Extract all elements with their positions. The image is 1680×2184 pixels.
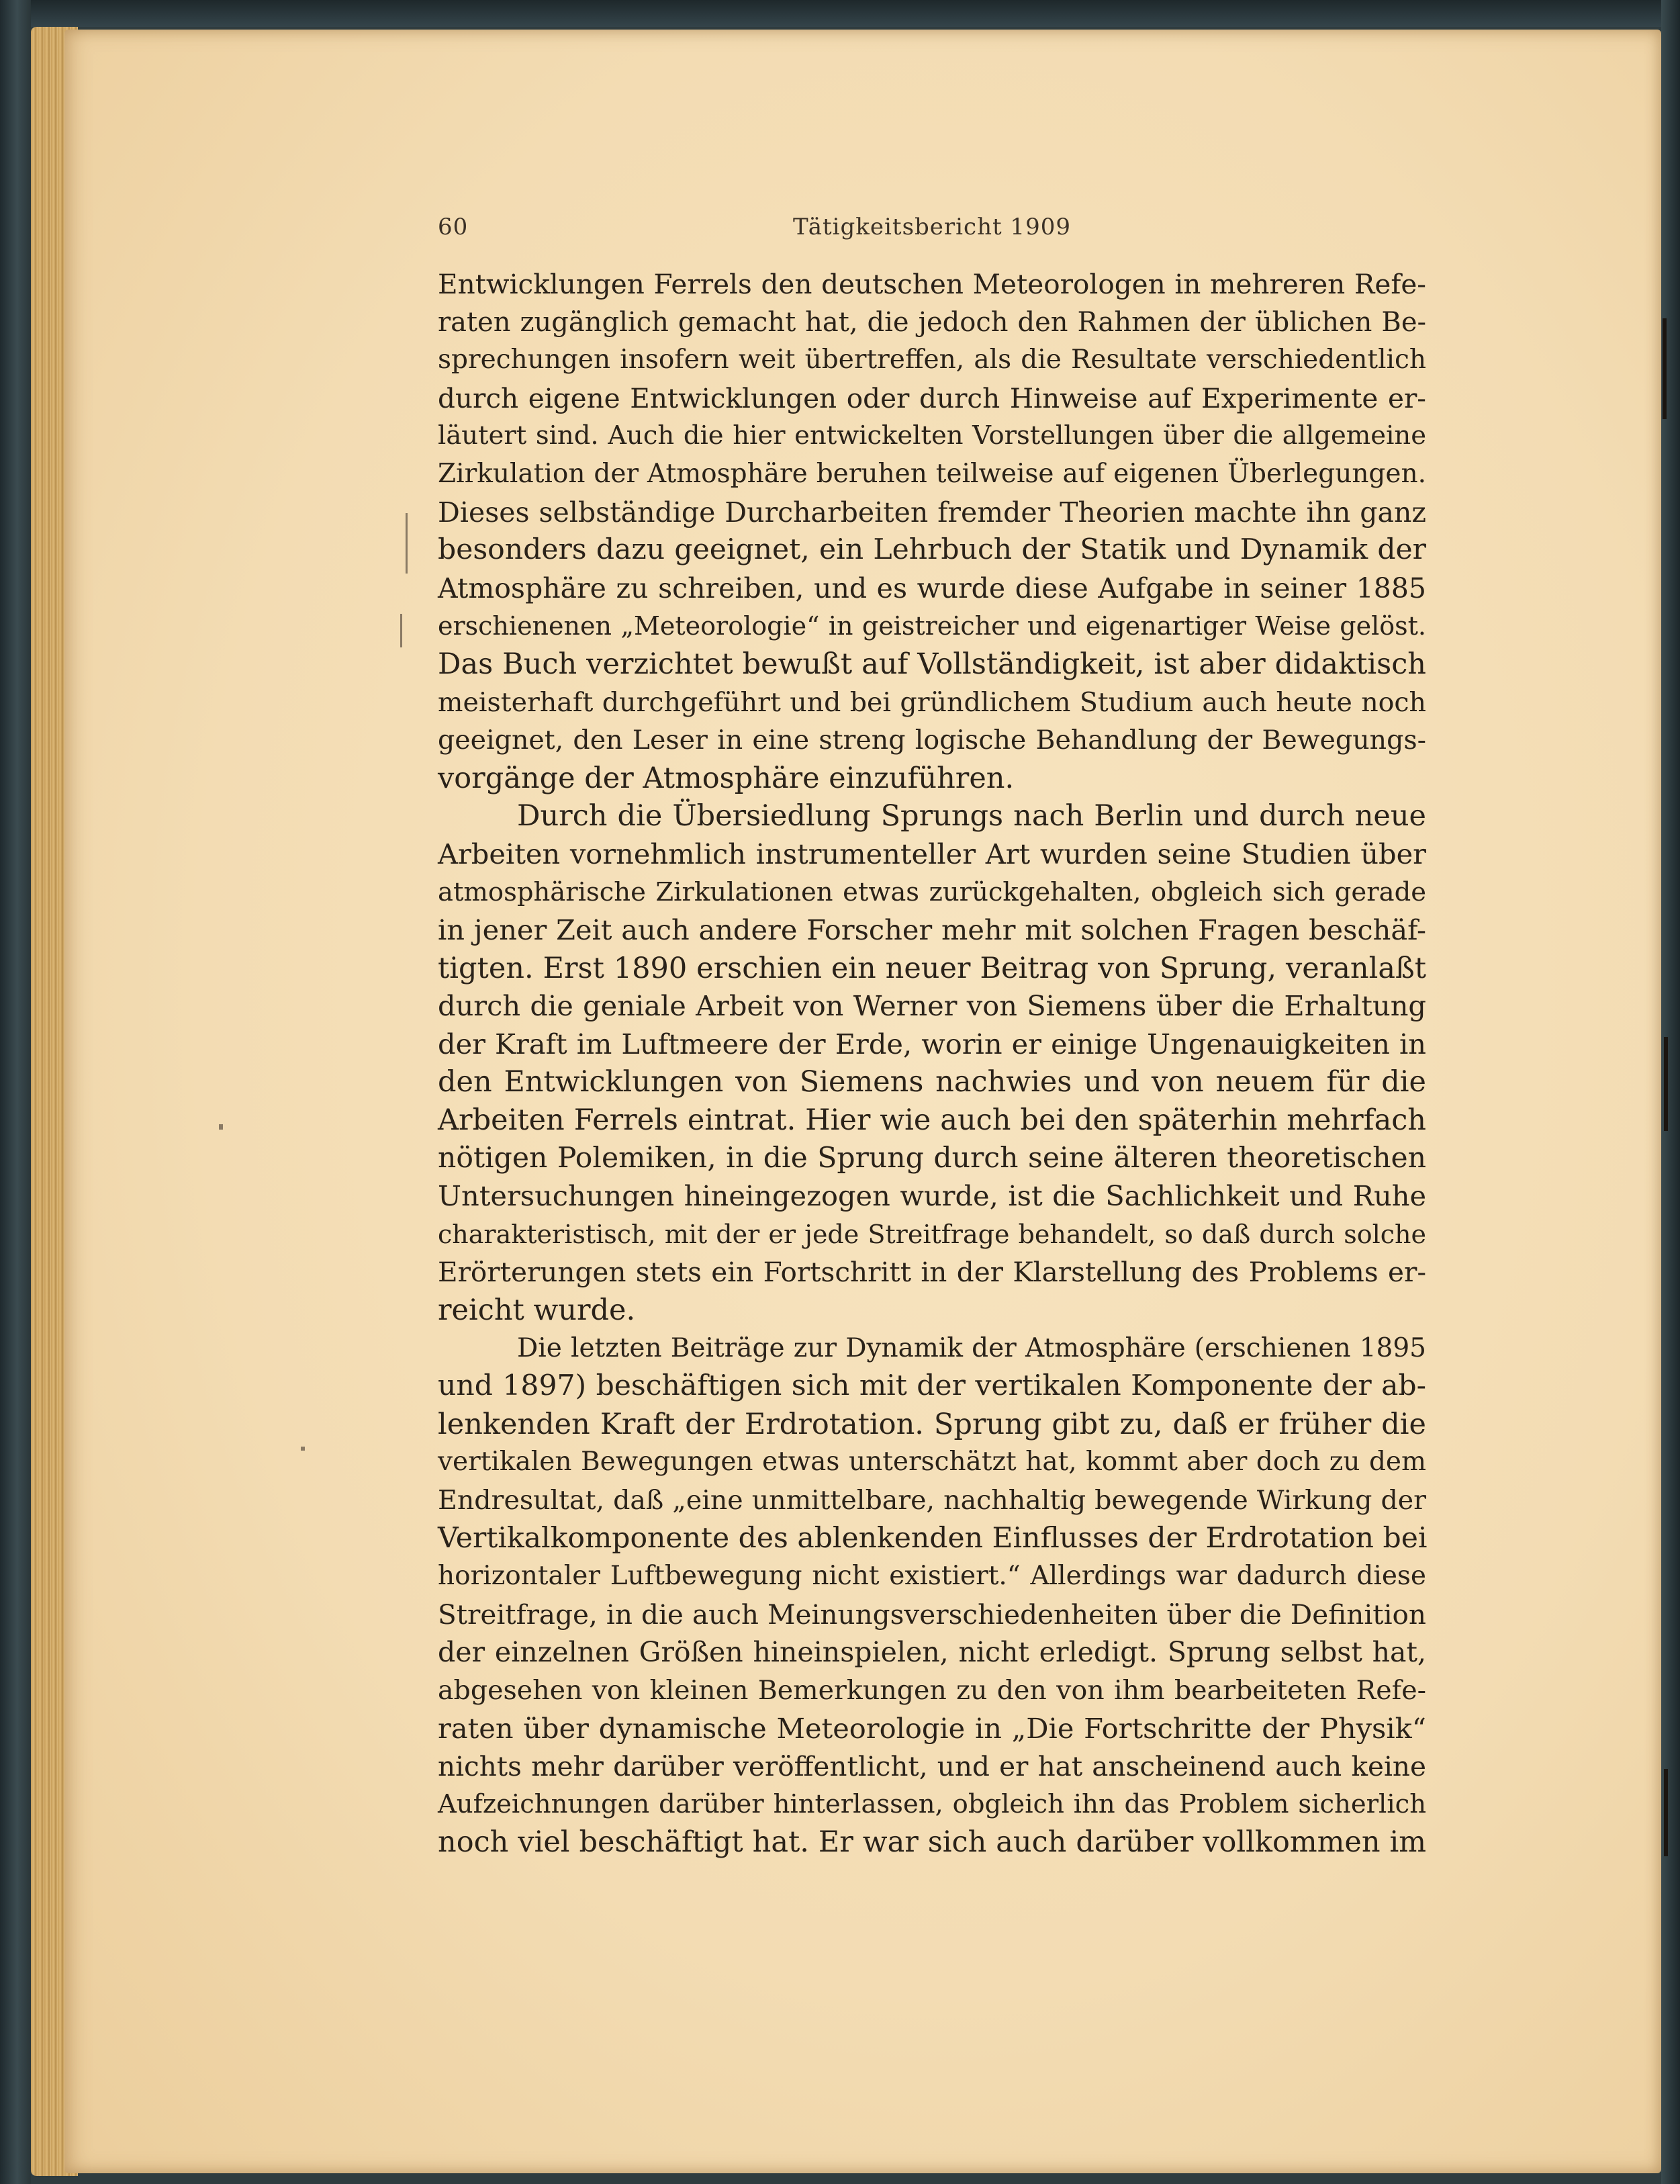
text-line: Endresultat, daß „eine unmittelbare, nachhaltig bewegende Wirkung der	[438, 1485, 1426, 1516]
margin-mark	[1664, 1037, 1668, 1131]
paragraph	[438, 265, 1426, 797]
text-line: Untersuchungen hineingezogen wurde, ist die Sachlichkeit und Ruhe	[438, 1179, 1426, 1213]
text-line: sprechungen insofern weit übertreffen, als die Resultate verschiedentlich	[438, 345, 1426, 375]
text-line: geeignet, den Leser in eine streng logische Behandlung der Bewegungs-	[438, 725, 1426, 756]
text-line: durch die geniale Arbeit von Werner von Siemens über die Erhaltung	[438, 989, 1426, 1023]
text-line: Entwicklungen Ferrels den deutschen Meteorologen in mehreren Refe-	[438, 268, 1426, 300]
text-line: durch eigene Entwicklungen oder durch Hinweise auf Experimente er-	[438, 381, 1426, 414]
pencil-mark	[400, 614, 402, 647]
text-line: der Kraft im Luftmeere der Erde, worin er einige Ungenauigkeiten in	[438, 1027, 1426, 1060]
text-line: horizontaler Luftbewegung nicht existiert.“ Allerdings war dadurch diese	[438, 1561, 1426, 1592]
text-line: und 1897) beschäftigen sich mit der vertikalen Komponente der ab-	[438, 1369, 1426, 1403]
text-line: erschienenen „Meteorologie“ in geistreicher und eigenartiger Weise gelöst.	[438, 611, 1426, 641]
text-line: Streitfrage, in die auch Meinungsverschiedenheiten über die Definition	[438, 1598, 1426, 1631]
pencil-mark	[406, 513, 408, 574]
margin-mark	[1664, 1769, 1668, 1856]
book-cover-left	[0, 0, 31, 2184]
page-header	[438, 214, 1426, 247]
text-line: Durch die Übersiedlung Sprungs nach Berlin und durch neue	[517, 799, 1426, 833]
text-line: abgesehen von kleinen Bemerkungen zu den von ihm bearbeiteten Refe-	[438, 1674, 1426, 1706]
text-line: Erörterungen stets ein Fortschritt in der Klarstellung des Problems er-	[438, 1256, 1426, 1289]
text-line: nichts mehr darüber veröffentlicht, und er hat anscheinend auch keine	[438, 1750, 1426, 1783]
running-head: Tätigkeitsbericht 1909	[793, 214, 1071, 240]
text-line: lenkenden Kraft der Erdrotation. Sprung gibt zu, daß er früher die	[438, 1407, 1426, 1441]
text-line: in jener Zeit auch andere Forscher mehr mit solchen Fragen beschäf-	[438, 913, 1426, 947]
ink-dot	[301, 1447, 305, 1451]
text-line: atmosphärische Zirkulationen etwas zurückgehalten, obgleich sich gerade	[438, 876, 1426, 907]
text-line: Die letzten Beiträge zur Dynamik der Atmosphäre (erschienen 1895	[517, 1332, 1426, 1363]
text-line: besonders dazu geeignet, ein Lehrbuch der Statik und Dynamik der	[438, 533, 1426, 567]
text-line: läutert sind. Auch die hier entwickelten Vorstellungen über die allgemeine	[438, 420, 1426, 451]
text-line: reicht wurde.	[438, 1293, 636, 1328]
text-line: meisterhaft durchgeführt und bei gründlichem Studium auch heute noch	[438, 686, 1426, 718]
text-line: Aufzeichnungen darüber hinterlassen, obgleich ihn das Problem sicherlich	[438, 1788, 1426, 1819]
text-line: noch viel beschäftigt hat. Er war sich auch darüber vollkommen im	[438, 1825, 1426, 1860]
text-line: der einzelnen Größen hineinspielen, nicht erledigt. Sprung selbst hat,	[438, 1636, 1426, 1669]
text-line: Arbeiten Ferrels eintrat. Hier wie auch bei den späterhin mehrfach	[438, 1103, 1426, 1138]
text-line: vertikalen Bewegungen etwas unterschätzt hat, kommt aber doch zu dem	[438, 1447, 1426, 1477]
text-line: nötigen Polemiken, in die Sprung durch seine älteren theoretischen	[438, 1141, 1426, 1175]
text-line: Vertikalkomponente des ablenkenden Einflusses der Erdrotation bei	[438, 1521, 1428, 1555]
paragraph	[438, 1330, 1426, 1862]
text-line: Dieses selbständige Durcharbeiten fremder Theorien machte ihn ganz	[438, 496, 1426, 529]
text-line: Zirkulation der Atmosphäre beruhen teilweise auf eigenen Überlegungen.	[438, 458, 1426, 489]
text-line: Atmosphäre zu schreiben, und es wurde diese Aufgabe in seiner 1885	[438, 572, 1426, 604]
margin-mark	[1663, 318, 1667, 419]
text-line: charakteristisch, mit der er jede Streitfrage behandelt, so daß durch solche	[438, 1219, 1426, 1249]
text-line: Arbeiten vornehmlich instrumenteller Art wurden seine Studien über	[438, 837, 1426, 870]
page-number: 60	[438, 214, 469, 240]
text-line: Das Buch verzichtet bewußt auf Vollständigkeit, ist aber didaktisch	[438, 647, 1426, 681]
ink-dot	[219, 1124, 223, 1130]
text-line: vorgänge der Atmosphäre einzuführen.	[438, 761, 1015, 795]
body-text	[438, 265, 1426, 1862]
paragraph	[438, 797, 1426, 1329]
book-cover-top	[0, 0, 1680, 27]
text-line: tigten. Erst 1890 erschien ein neuer Beitrag von Sprung, veranlaßt	[438, 951, 1426, 985]
text-line: den Entwicklungen von Siemens nachwies und von neuem für die	[438, 1065, 1426, 1099]
text-line: raten zugänglich gemacht hat, die jedoch den Rahmen der üblichen Be-	[438, 306, 1426, 338]
text-line: raten über dynamische Meteorologie in „Die Fortschritte der Physik“	[438, 1711, 1426, 1745]
